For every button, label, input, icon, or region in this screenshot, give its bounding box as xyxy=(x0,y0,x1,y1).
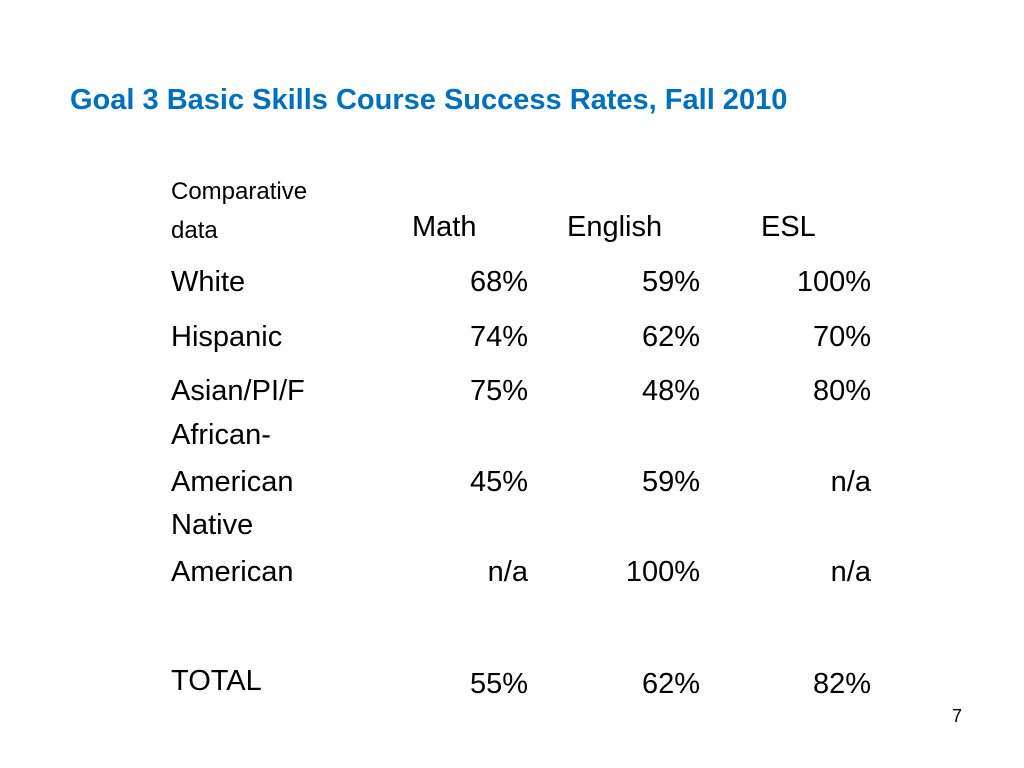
cell-asian-esl: 80% xyxy=(812,375,871,407)
cell-african-english: 59% xyxy=(641,466,700,498)
cell-white-english: 59% xyxy=(641,266,700,298)
cell-total-math: 55% xyxy=(469,668,528,700)
cell-total-esl: 82% xyxy=(812,668,871,700)
cell-native-english: 100% xyxy=(625,556,700,588)
cell-african-math: 45% xyxy=(469,466,528,498)
comparative-label-line1: Comparative xyxy=(171,178,308,205)
cell-total-english: 62% xyxy=(641,668,700,700)
cell-african-esl: n/a xyxy=(830,466,871,498)
column-header-english: English xyxy=(567,211,663,243)
cell-hispanic-english: 62% xyxy=(641,321,700,353)
cell-hispanic-esl: 70% xyxy=(812,321,871,353)
row-label-asian: Asian/PI/F xyxy=(171,375,305,407)
comparative-data-label xyxy=(171,172,307,250)
cell-asian-math: 75% xyxy=(469,375,528,407)
row-label-white: White xyxy=(171,266,246,298)
cell-hispanic-math: 74% xyxy=(469,321,528,353)
comparative-label-line2: data xyxy=(171,217,218,244)
row-label-african-line2: American xyxy=(171,466,294,498)
column-header-math: Math xyxy=(412,211,477,243)
row-label-total: TOTAL xyxy=(171,665,262,697)
row-label-native-line2: American xyxy=(171,556,294,588)
cell-white-math: 68% xyxy=(469,266,528,298)
cell-native-math: n/a xyxy=(487,556,528,588)
cell-native-esl: n/a xyxy=(830,556,871,588)
cell-asian-english: 48% xyxy=(641,375,700,407)
row-label-native-line1: Native xyxy=(171,509,254,541)
column-header-esl: ESL xyxy=(761,211,816,243)
page-number: 7 xyxy=(951,706,962,726)
slide-title: Goal 3 Basic Skills Course Success Rates, Fall 2010 xyxy=(70,84,788,116)
row-label-african-line1: African- xyxy=(171,419,271,451)
cell-white-esl: 100% xyxy=(796,266,871,298)
row-label-hispanic: Hispanic xyxy=(171,321,283,353)
